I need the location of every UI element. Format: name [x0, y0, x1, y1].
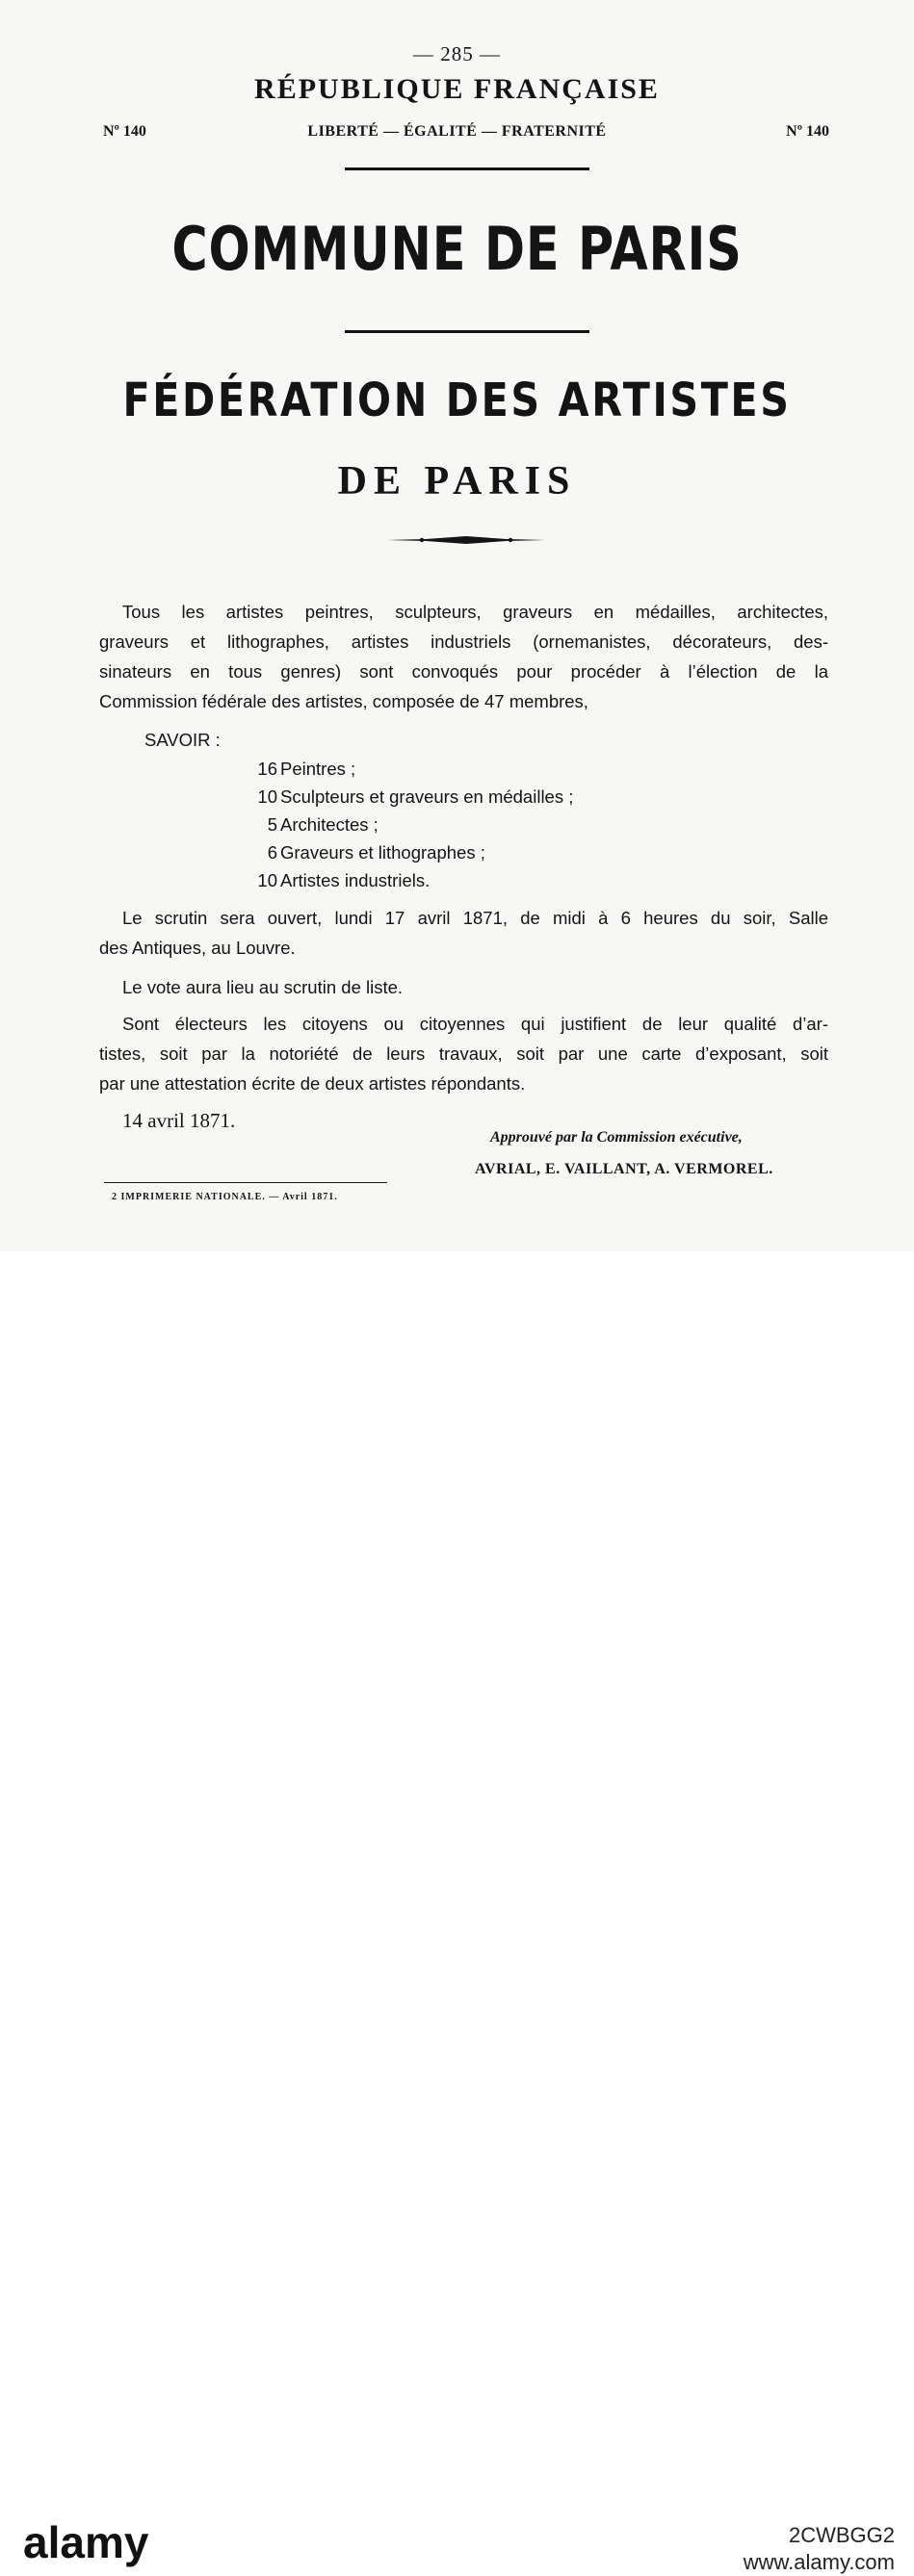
- ornament-divider: [387, 533, 545, 547]
- poster: [0, 0, 914, 1251]
- member-label: Peintres ;: [280, 759, 356, 779]
- motto: LIBERTÉ — ÉGALITÉ — FRATERNITÉ: [307, 123, 607, 140]
- member-label: Graveurs et lithographes ;: [280, 842, 485, 863]
- list-item: [247, 783, 573, 811]
- member-label: Architectes ;: [280, 814, 379, 835]
- electeurs-line: [99, 1009, 828, 1039]
- intro-line: [99, 597, 828, 627]
- divider-rule: [345, 167, 589, 170]
- list-item: [247, 838, 573, 866]
- stock-logo: alamy: [23, 2517, 149, 2567]
- page-number: — 285 —: [413, 42, 501, 65]
- stock-site: www.alamy.com: [743, 2550, 895, 2574]
- electeurs-paragraph: [99, 1009, 828, 1098]
- printer-footer: 2 IMPRIMERIE NATIONALE. — Avril 1871.: [112, 1192, 338, 1202]
- list-item: [247, 755, 573, 783]
- list-item: [247, 866, 573, 894]
- intro-line: graveurs et lithographes, artistes industriels (ornemanistes, décorateurs, des-: [99, 631, 828, 652]
- poster-date: 14 avril 1871.: [122, 1109, 236, 1132]
- electeurs-line-text: Sont électeurs les citoyens ou citoyennes qui justifient de leur qualité d’ar-: [122, 1014, 828, 1034]
- member-label: Artistes industriels.: [280, 870, 431, 890]
- vote-paragraph: Le vote aura lieu au scrutin de liste.: [122, 977, 404, 997]
- member-count: 6: [267, 842, 277, 863]
- republic-heading: RÉPUBLIQUE FRANÇAISE: [254, 73, 660, 105]
- scrutin-line-text: Le scrutin sera ouvert, lundi 17 avril 1871, de midi à 6 heures du soir, Salle: [122, 908, 828, 928]
- member-count: 10: [257, 786, 277, 807]
- electeurs-line: par une attestation écrite de deux artistes répondants.: [99, 1073, 526, 1094]
- federation-title: FÉDÉRATION DES ARTISTES: [122, 374, 792, 427]
- footer-rule: [104, 1182, 387, 1183]
- intro-line: sinateurs en tous genres) sont convoqués pour procéder à l’élection de la: [99, 661, 828, 682]
- scrutin-line: [99, 903, 828, 933]
- number-right: Nº 140: [786, 123, 829, 140]
- member-count: 16: [257, 759, 277, 779]
- divider-rule: [345, 330, 589, 333]
- electeurs-line: tistes, soit par la notoriété de leurs travaux, soit par une carte d’exposant, soit: [99, 1043, 828, 1064]
- members-list: [247, 755, 573, 894]
- stock-banner: [0, 1251, 914, 2574]
- intro-paragraph: [99, 597, 828, 716]
- signatures: AVRIAL, E. VAILLANT, A. VERMOREL.: [475, 1161, 773, 1177]
- list-item: [247, 811, 573, 838]
- stock-id: [744, 2522, 895, 2576]
- scrutin-paragraph: [99, 903, 828, 963]
- intro-line: Commission fédérale des artistes, composée de 47 membres,: [99, 691, 588, 711]
- member-count: 10: [257, 870, 277, 890]
- number-left: Nº 140: [103, 123, 146, 140]
- member-count: 5: [267, 814, 277, 835]
- member-label: Sculpteurs et graveurs en médailles ;: [280, 786, 574, 807]
- approved-line: Approuvé par la Commission exécutive,: [490, 1129, 743, 1146]
- scrutin-line: des Antiques, au Louvre.: [99, 938, 296, 958]
- savoir-label: SAVOIR :: [144, 730, 221, 750]
- image-id: 2CWBGG2: [788, 2523, 895, 2547]
- de-paris-title: DE PARIS: [337, 459, 577, 503]
- commune-title: COMMUNE DE PARIS: [171, 214, 743, 284]
- intro-line-text: Tous les artistes peintres, sculpteurs, graveurs en médailles, architectes,: [122, 602, 828, 622]
